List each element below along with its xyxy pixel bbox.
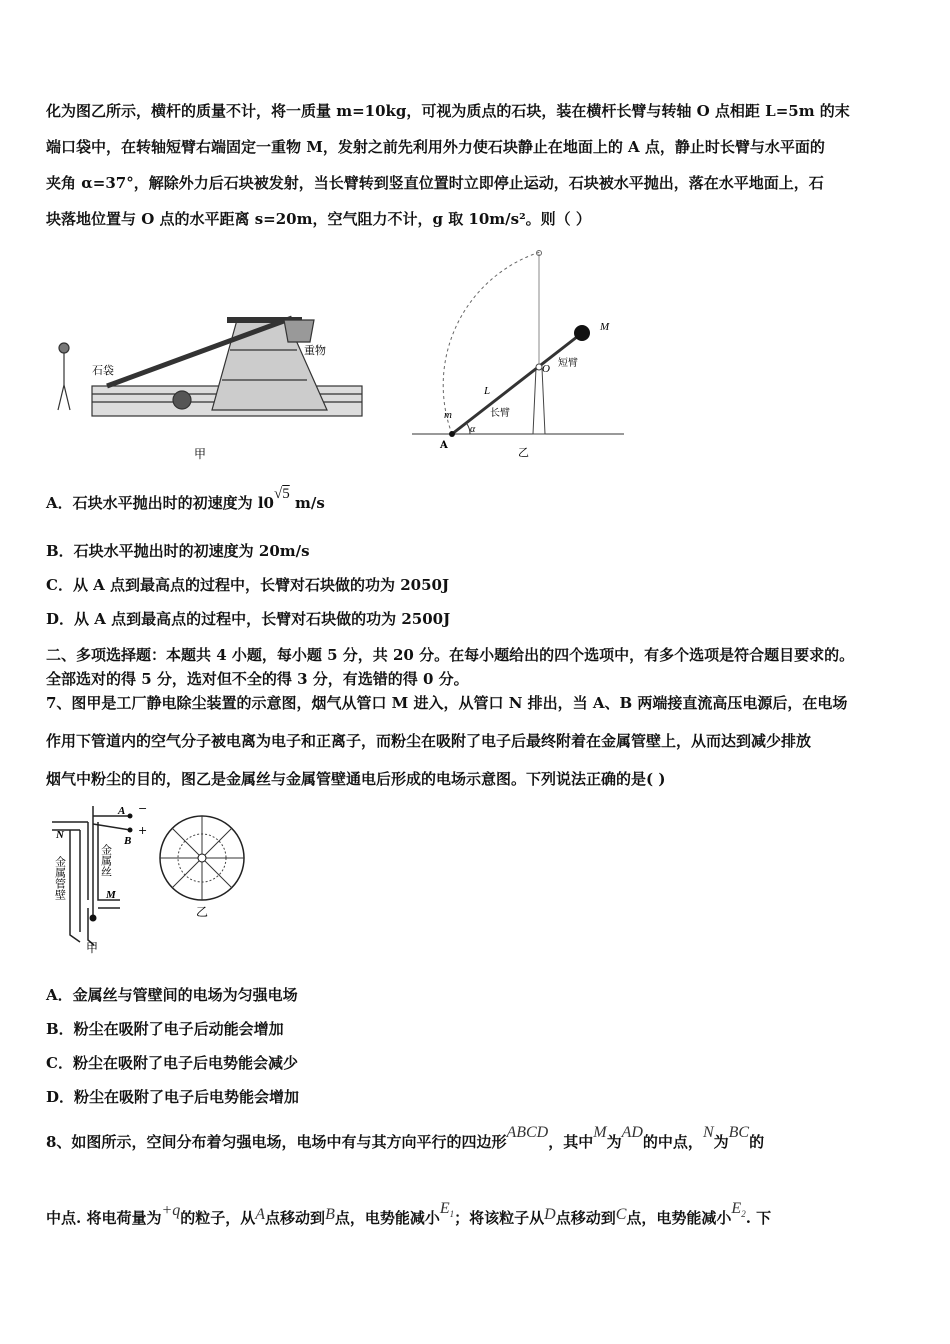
label-stone-bag: 石袋: [92, 364, 114, 377]
label-minus: −: [138, 802, 148, 815]
q7-option-c: C．粉尘在吸附了电子后电势能会减少: [46, 1054, 298, 1072]
catapult-illustration: [52, 290, 372, 462]
q7-option-b: B．粉尘在吸附了电子后动能会增加: [46, 1020, 284, 1038]
label-long-arm: 长臂: [490, 408, 510, 419]
label-L: L: [484, 385, 491, 397]
q6-line-4: 块落地位置与 O 点的水平距离 s=20m，空气阻力不计，g 取 10m/s²。则（ ）: [46, 210, 591, 228]
q6-line-3: 夹角 α=37°，解除外力后石块被发射，当长臂转到竖直位置时立即停止运动，石块被水平抛出，落在水平地面上，石: [46, 174, 824, 192]
label-O: O: [542, 363, 550, 375]
section2-line-2: 全部选对的得 5 分，选对但不全的得 3 分，有选错的得 0 分。: [46, 670, 469, 688]
q6-line-1: 化为图乙所示，横杆的质量不计，将一质量 m=10kg，可视为质点的石块，装在横杆长臂与转轴 O 点相距 L=5m 的末: [46, 102, 850, 120]
label-m: m: [444, 409, 452, 421]
q6-option-b: B．石块水平抛出时的初速度为 20m/s: [46, 542, 310, 560]
label-A: A: [440, 440, 448, 451]
q7-line-2: 作用下管道内的空气分子被电离为电子和正离子，而粉尘在吸附了电子后最终附着在金属管壁上，从而达到减少排放: [46, 732, 812, 750]
q7-option-a: A．金属丝与管壁间的电场为匀强电场: [46, 986, 298, 1004]
q8-line-1: 8、如图所示，空间分布着匀强电场，电场中有与其方向平行的四边形ABCD，其中M为AD的中点，N为BC的: [46, 1124, 765, 1151]
label-weight: 重物: [304, 344, 326, 357]
label-N: N: [56, 829, 64, 841]
caption-jia: 甲: [86, 941, 99, 955]
label-plus: +: [138, 824, 148, 837]
label-short-arm: 短臂: [558, 358, 578, 369]
label-M: M: [600, 321, 610, 333]
section2-line-1: 二、多项选择题：本题共 4 小题，每小题 5 分，共 20 分。在每小题给出的四个选项中，有多个选项是符合题目要求的。: [46, 646, 855, 664]
catapult-diagram: [412, 248, 632, 463]
q6-line-2: 端口袋中，在转轴短臂右端固定一重物 M，发射之前先利用外力使石块静止在地面上的 A 点，静止时长臂与水平面的: [46, 138, 825, 156]
label-alpha: α: [470, 424, 476, 435]
q6-option-c: C．从 A 点到最高点的过程中，长臂对石块做的功为 2050J: [46, 576, 450, 594]
label-A: A: [118, 805, 126, 817]
label-pipe-wall: 金属管壁: [53, 856, 67, 900]
label-B: B: [124, 835, 132, 847]
q7-option-d: D．粉尘在吸附了电子后电势能会增加: [46, 1088, 300, 1106]
sqrt-symbol: √5: [274, 486, 290, 502]
caption-yi: 乙: [518, 446, 529, 459]
label-wire: 金属丝: [99, 844, 113, 877]
q6-option-a: A．石块水平抛出时的初速度为 l0√5 m/s: [46, 486, 325, 512]
label-M: M: [106, 889, 116, 901]
q7-line-3: 烟气中粉尘的目的，图乙是金属丝与金属管壁通电后形成的电场示意图。下列说法正确的是( ): [46, 770, 666, 788]
q6-option-d: D．从 A 点到最高点的过程中，长臂对石块做的功为 2500J: [46, 610, 451, 628]
q8-line-2: 中点. 将电荷量为+q的粒子，从A点移动到B点，电势能减小$E_1$；将该粒子从D点移动到C点，电势能减小$E_2$. 下: [46, 1200, 772, 1227]
caption-jia: 甲: [194, 447, 207, 461]
electrostatic-precipitator-figure: [48, 800, 258, 960]
caption-yi: 乙: [196, 905, 209, 919]
q7-line-1: 7、图甲是工厂静电除尘装置的示意图，烟气从管口 M 进入，从管口 N 排出，当 A、B 两端接直流高压电源后，在电场: [46, 694, 848, 712]
